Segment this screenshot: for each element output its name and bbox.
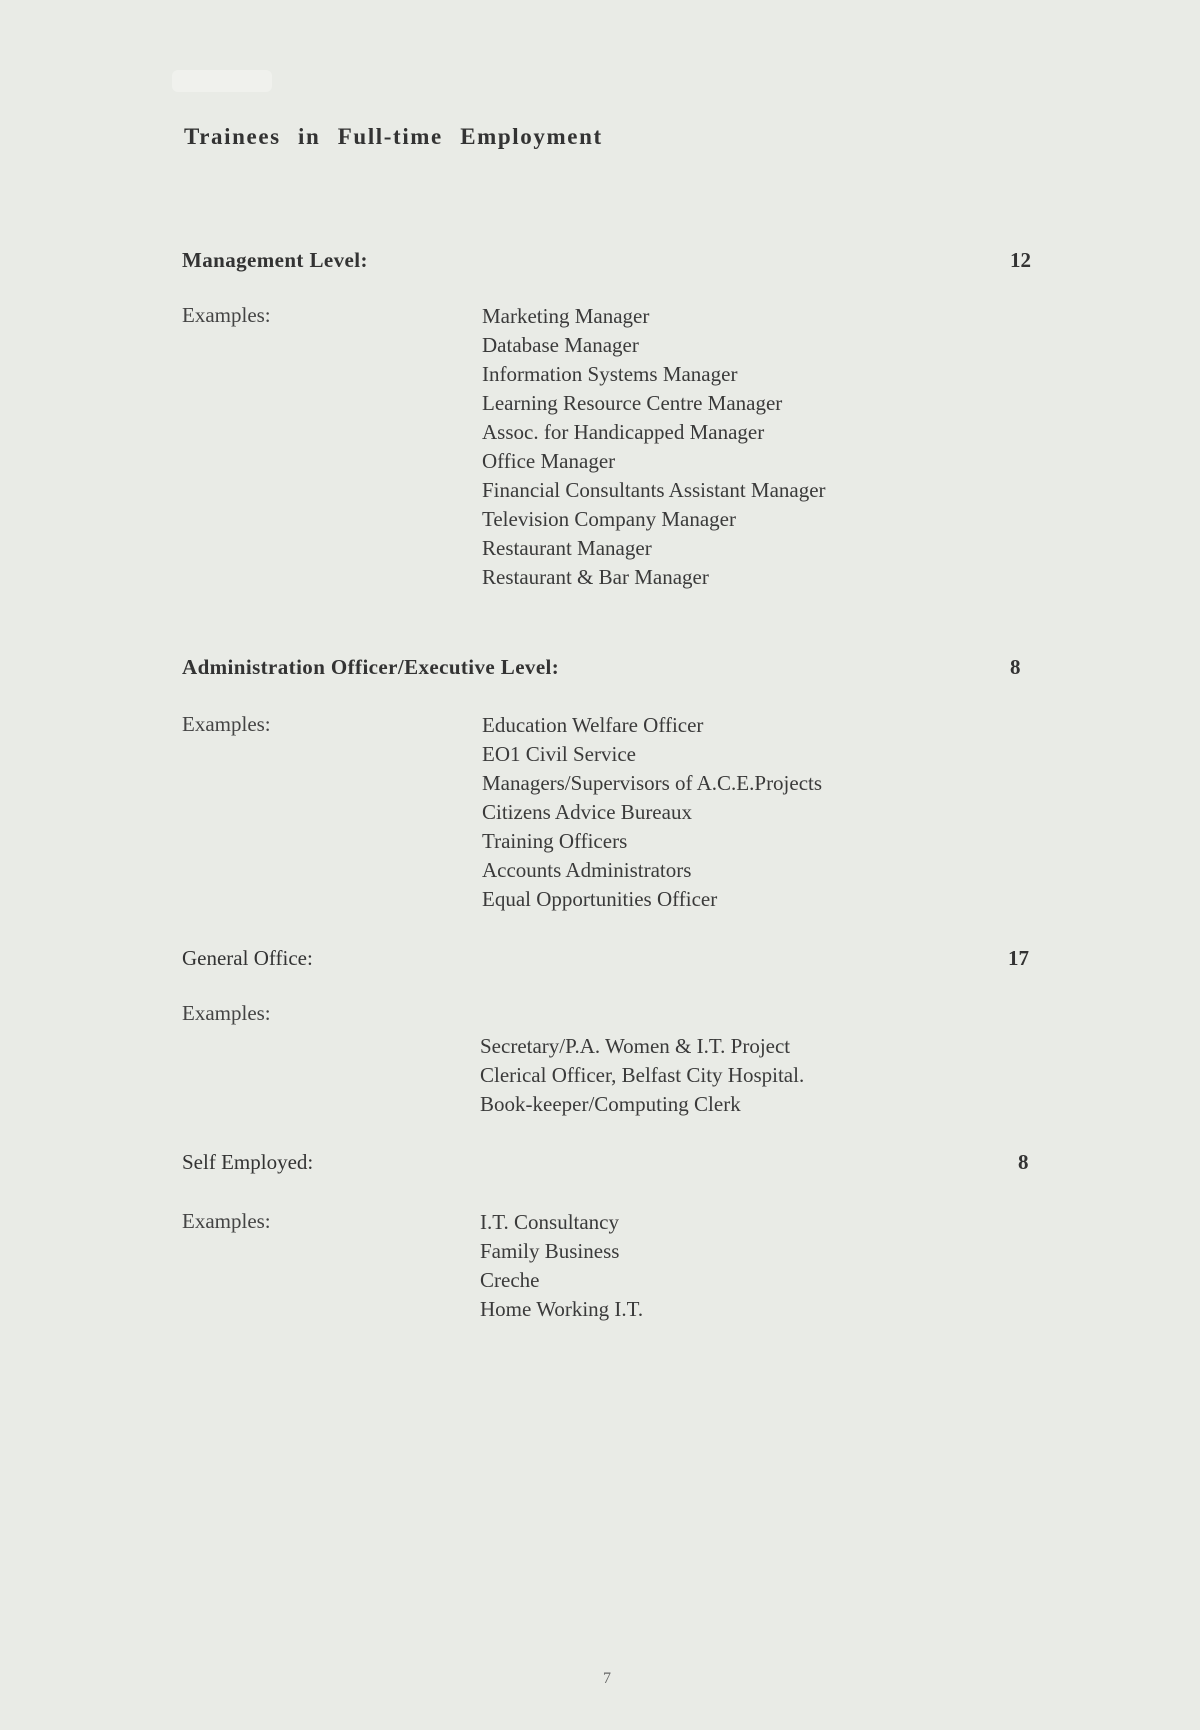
section-heading: Administration Officer/Executive Level: bbox=[182, 655, 560, 679]
list-item: Office Manager bbox=[482, 449, 616, 473]
section-heading: General Office: bbox=[182, 946, 313, 970]
examples-list bbox=[482, 302, 826, 592]
list-item: Education Welfare Officer bbox=[482, 713, 704, 737]
list-item: Training Officers bbox=[482, 829, 628, 853]
section-count: 12 bbox=[1010, 248, 1031, 272]
examples-label: Examples: bbox=[182, 1209, 271, 1233]
list-item: Book-keeper/Computing Clerk bbox=[480, 1092, 741, 1116]
list-item: Clerical Officer, Belfast City Hospital. bbox=[480, 1063, 805, 1087]
list-item: I.T. Consultancy bbox=[480, 1210, 620, 1234]
list-item: Television Company Manager bbox=[482, 507, 736, 531]
list-item: Restaurant Manager bbox=[482, 536, 652, 560]
list-item: Marketing Manager bbox=[482, 304, 650, 328]
list-item: Restaurant & Bar Manager bbox=[482, 565, 709, 589]
section-heading: Self Employed: bbox=[182, 1150, 314, 1174]
scan-artifact bbox=[172, 70, 272, 92]
list-item: Citizens Advice Bureaux bbox=[482, 800, 692, 824]
list-item: Creche bbox=[480, 1268, 540, 1292]
page-number: 7 bbox=[603, 1670, 611, 1687]
list-item: Database Manager bbox=[482, 333, 639, 357]
list-item: Financial Consultants Assistant Manager bbox=[482, 478, 826, 502]
examples-label: Examples: bbox=[182, 1001, 271, 1025]
list-item: Learning Resource Centre Manager bbox=[482, 391, 783, 415]
section-count: 17 bbox=[1008, 946, 1029, 970]
list-item: Assoc. for Handicapped Manager bbox=[482, 420, 765, 444]
examples-list bbox=[480, 1032, 804, 1119]
list-item: Equal Opportunities Officer bbox=[482, 887, 718, 911]
list-item: Managers/Supervisors of A.C.E.Projects bbox=[482, 771, 823, 795]
section-count: 8 bbox=[1010, 655, 1021, 679]
list-item: EO1 Civil Service bbox=[482, 742, 636, 766]
examples-label: Examples: bbox=[182, 303, 271, 327]
examples-list bbox=[480, 1208, 643, 1324]
list-item: Information Systems Manager bbox=[482, 362, 738, 386]
list-item: Accounts Administrators bbox=[482, 858, 692, 882]
list-item: Secretary/P.A. Women & I.T. Project bbox=[480, 1034, 791, 1058]
examples-list bbox=[482, 711, 822, 914]
section-heading: Management Level: bbox=[182, 248, 368, 272]
list-item: Home Working I.T. bbox=[480, 1297, 644, 1321]
page-title: Trainees in Full-time Employment bbox=[184, 124, 603, 149]
examples-label: Examples: bbox=[182, 712, 271, 736]
section-count: 8 bbox=[1018, 1150, 1029, 1174]
list-item: Family Business bbox=[480, 1239, 620, 1263]
